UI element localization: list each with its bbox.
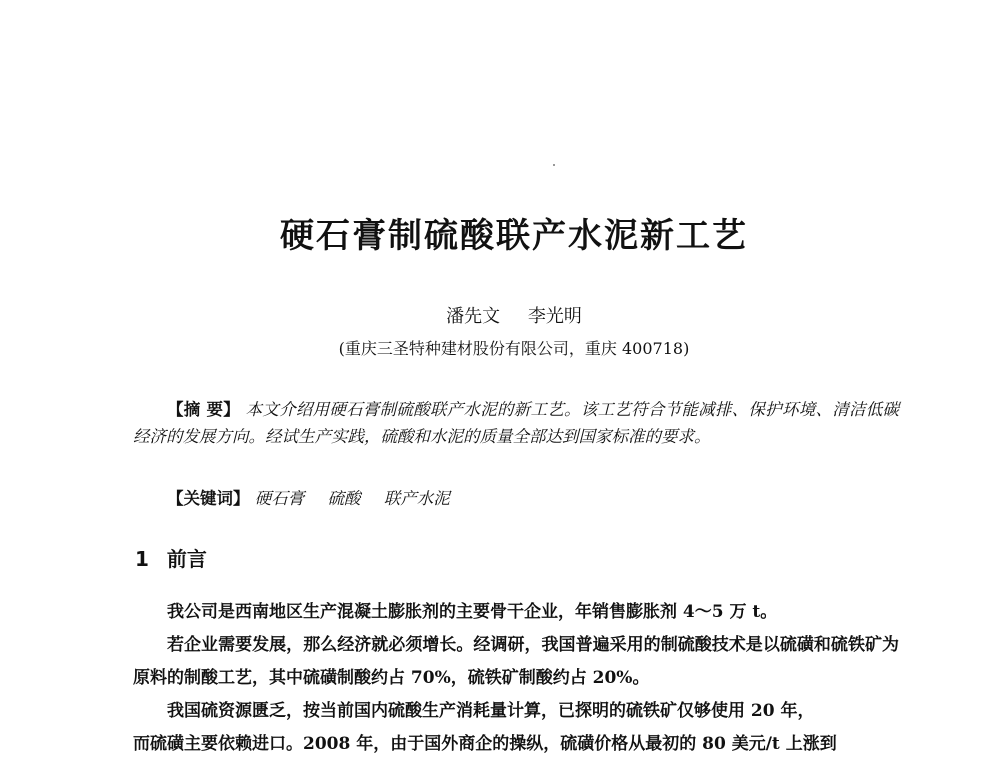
keyword: 硫酸 <box>327 489 361 508</box>
body-paragraph: 我公司是西南地区生产混凝土膨胀剂的主要骨干企业，年销售膨胀剂 4～5 万 t。 <box>167 602 778 622</box>
body-paragraph-continued: 而硫磺主要依赖进口。2008 年，由于国外商企的操纵，硫磺价格从最初的 80 美元/t 上涨到 <box>133 734 837 754</box>
keywords-label: 【关键词】 <box>167 489 250 508</box>
body-paragraph: 若企业需要发展，那么经济就必须增长。经调研，我国普遍采用的制硫酸技术是以硫磺和硫铁矿为原料的制酸工艺，其中硫磺制酸约占 70%，硫铁矿制酸约占 20%。 <box>133 635 899 688</box>
body-paragraph: 我国硫资源匮乏，按当前国内硫酸生产消耗量计算，已探明的硫铁矿仅够使用 20 年， <box>167 701 815 721</box>
section-number: 1 <box>135 547 149 571</box>
keyword: 硬石膏 <box>254 489 305 508</box>
scan-speck <box>553 164 555 166</box>
keyword: 联产水泥 <box>383 489 450 508</box>
abstract-block <box>133 396 899 450</box>
body-text <box>133 596 899 761</box>
keywords-block <box>167 485 468 509</box>
section-title: 前言 <box>166 547 207 571</box>
paper-title: 硬石膏制硫酸联产水泥新工艺 <box>280 216 748 256</box>
abstract-text: 本文介绍用硬石膏制硫酸联产水泥的新工艺。该工艺符合节能减排、保护环境、清洁低碳经济的发展方向。经试生产实践，硫酸和水泥的质量全部达到国家标准的要求。 <box>133 400 900 446</box>
paper-authors: 潘先文 李光明 <box>446 306 582 327</box>
section-heading <box>135 543 207 572</box>
abstract-label: 【摘 要】 <box>167 400 241 419</box>
author-affiliation: (重庆三圣特种建材股份有限公司，重庆 400718) <box>338 339 690 358</box>
